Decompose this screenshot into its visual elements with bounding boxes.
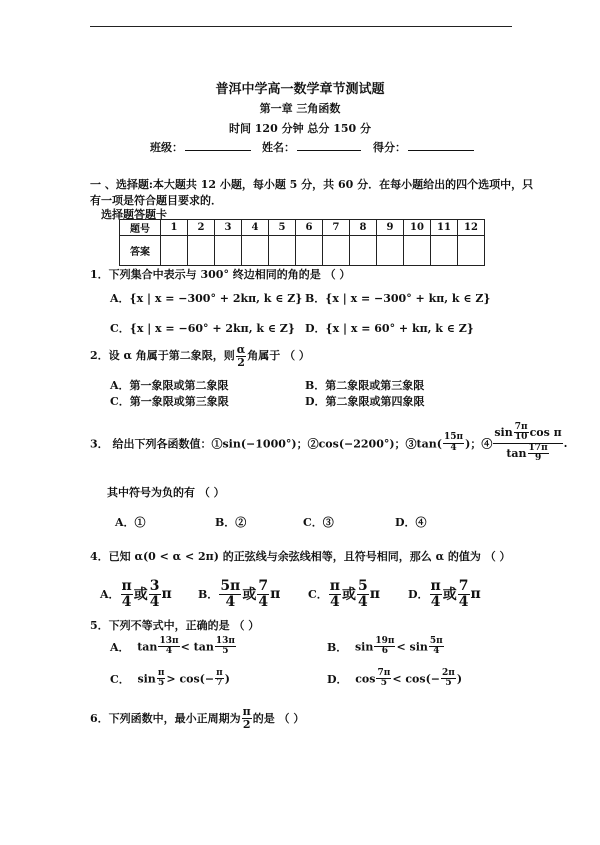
q3-frac-15pi-4 [443,433,464,453]
q1-option-a[interactable]: A．{x | x = −300° + 2kπ, k ∈ Z} [110,292,303,305]
frac-num: π [329,578,341,594]
q4-b-frac1 [219,579,241,609]
q6-stem-pre: 6．下列函数中，最小正周期为 [90,712,241,726]
q3-compound-num [493,423,562,444]
q3-option-a[interactable]: A．① [115,516,146,529]
q4-option-c[interactable] [308,579,380,609]
q5-option-b[interactable] [327,637,445,657]
frac-num: π [216,668,223,678]
q1-option-c[interactable]: C．{x | x = −60° + 2kπ, k ∈ Z} [110,322,295,335]
frac-den: 5 [380,678,388,689]
q2-stem-post: 角属于 （ ） [247,349,310,363]
q5-a-frac2 [215,637,236,657]
pi-symbol: π [369,586,381,603]
q5-b-frac1 [374,637,395,657]
q4-b-or: 或 [242,587,257,604]
question-number: 7 [323,220,350,236]
q4-option-d[interactable] [408,579,481,609]
answer-cell[interactable] [296,236,323,266]
frac-den: 4 [430,593,441,610]
q2-option-a[interactable]: A．第一象限或第二象限 [110,379,229,392]
frac-num: π [121,578,132,594]
q4-b-label: B． [198,588,219,602]
frac-den: 4 [121,593,132,610]
q3-option-d[interactable]: D．④ [395,516,427,529]
q4-b-frac2 [257,579,269,609]
frac-num: π [157,668,165,678]
frac-den: 7 [216,678,223,689]
row-label-number: 题号 [120,220,161,236]
q5-d-label: D． [327,672,348,686]
close-paren: ) [224,672,230,686]
frac-num: 5π [220,578,241,594]
q3-stem-end: . [563,436,568,450]
frac-num: 13π [215,636,235,646]
answer-card-table [119,219,485,266]
q4-d-frac2 [458,579,470,609]
top-rule [90,26,512,27]
frac-num: 13π [159,636,179,646]
frac-den: 4 [458,593,469,610]
class-blank[interactable] [185,139,251,151]
question-number: 2 [188,220,215,236]
question-number: 11 [431,220,458,236]
q5-option-d[interactable] [327,669,462,689]
q2-option-d[interactable]: D．第二象限或第四象限 [305,395,425,408]
q4-a-frac1 [121,579,133,609]
q3-f15-den: 4 [450,442,457,453]
q2-option-b[interactable]: B．第二象限或第三象限 [305,379,425,392]
q3-sin-word: sin [494,426,513,440]
q4-option-b[interactable] [198,579,280,609]
chapter-title: 第一章 三角函数 [259,102,341,115]
q6-frac-den: 2 [242,717,251,731]
section1-intro [90,176,533,192]
q4-a-label: A． [100,588,120,602]
q5-stem: 5．下列不等式中，正确的是 （ ） [90,619,260,632]
q4-stem: 4．已知 α(0 < α < 2π) 的正弦线与余弦线相等，且符号相同，那么 α 的值为 （ ） [90,550,511,563]
question-number: 9 [377,220,404,236]
q6-stem-post: 的是 （ ） [252,712,305,726]
answer-cell[interactable] [269,236,296,266]
func-word: tan [137,640,158,654]
q3-subquestion: 其中符号为负的有 （ ） [107,486,225,499]
q2-stem [90,344,310,368]
row-label-answer: 答案 [120,236,161,266]
frac-num: 19π [375,636,395,646]
func-word: sin [137,672,156,686]
q4-d-frac1 [430,579,442,609]
q3-compound-den [493,444,562,464]
question-number: 8 [350,220,377,236]
score-blank[interactable] [408,139,474,151]
q5-c-frac2 [215,669,224,689]
question-number: 4 [242,220,269,236]
q2-frac-num: α [236,343,246,356]
relation: < tan [180,640,214,654]
q4-c-or: 或 [342,587,357,604]
answer-cell[interactable] [161,236,188,266]
q3-tan-word: tan [506,447,527,461]
func-word: cos [355,672,376,686]
answer-cell[interactable] [350,236,377,266]
q3-frac-7pi-10 [514,423,529,443]
frac-num: 5 [358,578,368,594]
frac-num: 7 [258,578,269,594]
frac-num: 7π [377,668,391,678]
frac-den: 5 [222,646,229,657]
q5-option-c[interactable] [110,669,230,689]
q6-stem [90,706,304,730]
q4-option-a[interactable] [100,579,172,609]
frac-den: 4 [225,593,236,610]
q4-a-or: 或 [133,587,148,604]
q5-d-frac1 [376,669,391,689]
q6-fraction [242,706,252,730]
relation: > cos(− [166,672,215,686]
exam-info: 时间 120 分钟 总分 150 分 [228,122,372,135]
class-field[interactable] [150,139,251,155]
q3-stem [90,423,568,464]
question-number: 3 [215,220,242,236]
answer-cell[interactable] [242,236,269,266]
frac-den: 4 [258,593,269,610]
relation: < cos(− [392,672,441,686]
section1-intro-line1: 本大题共 12 小题，每小题 5 分，共 60 分．在每小题给出的四个选项中，只 [152,178,534,191]
q2-option-c[interactable]: C．第一象限或第三象限 [110,395,229,408]
q4-c-frac2 [357,579,369,609]
q5-option-a[interactable] [110,637,237,657]
q4-d-or: 或 [442,587,457,604]
section1-intro-line2: 有一项是符合题目要求的． [90,194,222,207]
q3-cos-word: cos π [529,426,562,440]
q4-c-frac1 [329,579,341,609]
answer-cell[interactable] [431,236,458,266]
q2-stem-pre: 2．设 α 角属于第二象限，则 [90,349,235,363]
class-label: 班级： [150,141,183,154]
frac-den: 4 [165,646,173,657]
q3-option-b[interactable]: B．② [215,516,247,529]
q5-a-label: A． [110,640,130,654]
q3-stem-pre: 3． 给出下列各函数值：①sin(−1000°)；②cos(−2200°)；③tan( [90,437,442,451]
frac-den: 6 [381,646,389,657]
answer-cell[interactable] [188,236,215,266]
name-label: 姓名： [262,141,295,154]
frac-num: 2π [442,668,455,678]
q3-stem-mid: )；④ [465,437,493,451]
frac-num: π [430,578,441,594]
q5-b-frac2 [429,637,444,657]
frac-den: 5 [157,678,165,689]
q2-frac-den: 2 [237,355,245,369]
frac-den: 4 [149,593,160,610]
q4-a-frac2 [149,579,161,609]
question-number: 5 [269,220,296,236]
answer-cell[interactable] [377,236,404,266]
q3-f7-num: 7π [514,422,528,432]
page-title: 普洱中学高一数学章节测试题 [215,82,385,97]
q3-option-c[interactable]: C．③ [303,516,334,529]
q4-c-label: C． [308,588,328,602]
q5-c-label: C． [110,672,130,686]
frac-den: 4 [433,646,440,657]
answer-cell[interactable] [323,236,350,266]
q1-stem: 1．下列集合中表示与 300° 终边相同的角的是 （ ） [90,268,351,281]
q3-f7-den: 10 [514,432,528,443]
frac-den: 4 [358,593,368,610]
q1-option-b[interactable]: B．{x | x = −300° + kπ, k ∈ Z} [305,292,491,305]
q5-c-frac1 [157,669,166,689]
q3-f15-num: 15π [443,432,464,443]
frac-num: 3 [149,578,160,594]
name-field[interactable] [262,139,361,155]
answer-card-title: 选择题答题卡 [101,208,167,221]
q6-frac-num: π [242,705,251,718]
pi-symbol: π [161,586,172,603]
answer-cell[interactable] [215,236,242,266]
q4-d-label: D． [408,588,429,602]
name-blank[interactable] [297,139,361,151]
q5-d-frac2 [441,669,456,689]
score-label: 得分： [373,141,406,154]
score-field[interactable] [373,139,474,155]
q2-fraction [236,344,246,368]
q1-option-d[interactable]: D．{x | x = 60° + kπ, k ∈ Z} [305,322,474,335]
frac-den: 5 [445,678,452,689]
pi-symbol: π [470,586,481,603]
answer-cell[interactable] [404,236,431,266]
question-number: 12 [458,220,485,236]
q3-frac-17pi-9 [528,444,549,464]
q5-a-frac1 [158,637,179,657]
pi-symbol: π [270,586,281,603]
close-paren: ) [456,672,463,686]
q3-compound-fraction [493,423,562,464]
q3-f17-den: 9 [534,453,542,464]
question-number: 6 [296,220,323,236]
question-number: 1 [161,220,188,236]
frac-num: 5π [429,636,443,646]
section1-heading: 一 、选择题: [90,178,153,191]
q3-f17-num: 17π [528,442,548,453]
frac-den: 4 [330,593,340,610]
func-word: sin [354,640,374,654]
q5-b-label: B． [327,640,348,654]
frac-num: 7 [458,578,469,594]
answer-cell[interactable] [458,236,485,266]
question-number: 10 [404,220,431,236]
relation: < sin [396,640,428,654]
